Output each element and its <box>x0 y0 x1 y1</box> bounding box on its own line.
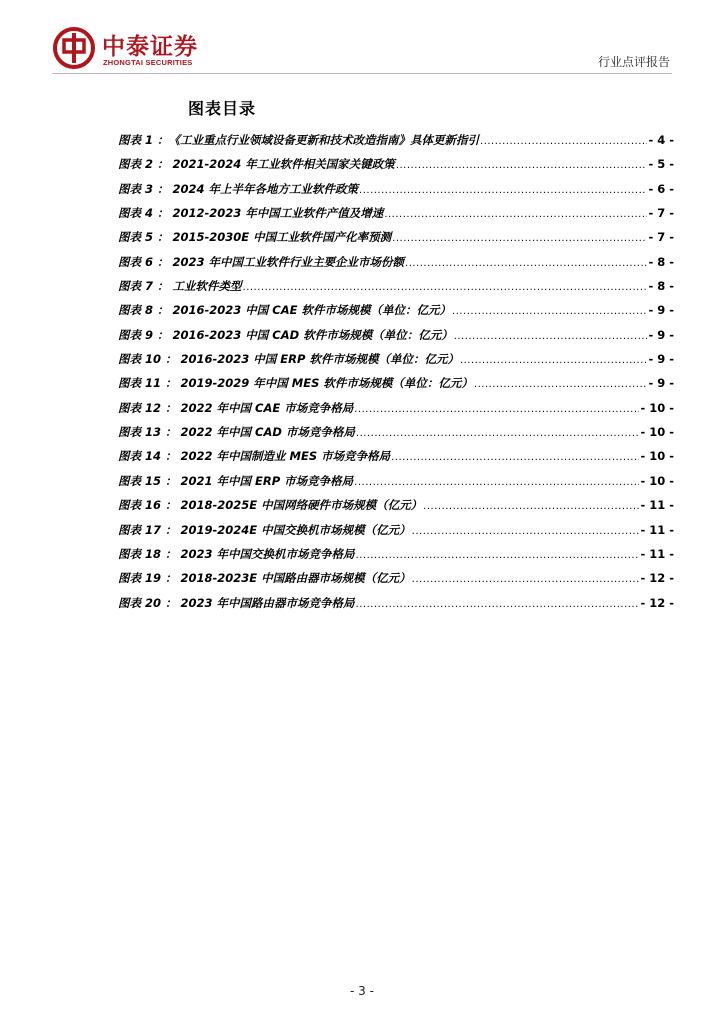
toc-item[interactable] <box>118 400 674 424</box>
toc-item-page: - 11 - <box>640 546 674 561</box>
toc-item-page: - 7 - <box>648 230 674 245</box>
toc-item[interactable] <box>118 156 674 180</box>
toc-item-page: - 10 - <box>640 473 674 488</box>
toc-item-leader <box>243 282 648 293</box>
toc-item-page: - 10 - <box>640 400 674 415</box>
toc-item-label: 图表 17 ： 2019-2024E 中国交换机市场规模（亿元） <box>118 522 411 537</box>
toc-item-page: - 6 - <box>648 181 674 196</box>
toc-item[interactable] <box>118 229 674 253</box>
toc-item-page: - 9 - <box>648 327 674 342</box>
toc-item-label: 图表 6 ： 2023 年中国工业软件行业主要企业市场份额 <box>118 254 405 269</box>
toc-item-label: 图表 11 ： 2019-2029 年中国 MES 软件市场规模（单位：亿元） <box>118 376 473 391</box>
toc-item-label: 图表 19 ： 2018-2023E 中国路由器市场规模（亿元） <box>118 571 411 586</box>
company-logo <box>52 26 222 74</box>
brand-name-cn: 中泰证券 <box>102 34 198 60</box>
toc-item-leader <box>452 306 647 317</box>
toc-title: 图表目录 <box>188 99 257 118</box>
page-number: - 3 - <box>350 984 374 998</box>
toc-item-page: - 9 - <box>648 352 674 367</box>
toc-item[interactable] <box>118 181 674 205</box>
toc-item-leader <box>474 379 648 390</box>
toc-item-leader <box>359 185 647 196</box>
brand-name-en: ZHONGTAI SECURITIES <box>103 58 193 67</box>
toc-item-leader <box>480 136 647 147</box>
toc-item-leader <box>354 404 639 415</box>
toc-item-page: - 8 - <box>648 279 674 294</box>
toc-item-label: 图表 5 ： 2015-2030E 中国工业软件国产化率预测 <box>118 230 392 245</box>
toc-item-page: - 4 - <box>648 133 674 147</box>
toc-item-label: 图表 14 ： 2022 年中国制造业 MES 市场竞争格局 <box>118 449 391 464</box>
toc-item[interactable] <box>118 302 674 326</box>
toc-item[interactable] <box>118 375 674 399</box>
toc-item-leader <box>405 258 647 269</box>
page-header <box>0 0 724 80</box>
toc-item-leader <box>460 355 647 366</box>
toc-item[interactable] <box>118 546 674 570</box>
toc-item-label: 图表 10 ： 2016-2023 中国 ERP 软件市场规模（单位：亿元） <box>118 352 459 367</box>
toc-item-label: 图表 20 ： 2023 年中国路由器市场竞争格局 <box>118 595 355 610</box>
toc-item-page: - 11 - <box>640 498 674 513</box>
toc-item-label: 图表 15 ： 2021 年中国 ERP 市场竞争格局 <box>118 473 354 488</box>
toc-item-leader <box>356 428 640 439</box>
toc-item-leader <box>356 599 640 610</box>
toc-item[interactable] <box>118 351 674 375</box>
toc-item-label: 图表 13 ： 2022 年中国 CAD 市场竞争格局 <box>118 425 355 440</box>
toc-item-page: - 9 - <box>648 303 674 318</box>
toc-item-leader <box>392 233 647 244</box>
toc-item-leader <box>391 452 639 463</box>
toc-item[interactable] <box>118 570 674 594</box>
toc-item-page: - 12 - <box>640 571 674 586</box>
toc-item[interactable] <box>118 205 674 229</box>
toc-item-leader <box>454 331 648 342</box>
toc-item-label: 图表 16 ： 2018-2025E 中国网络硬件市场规模（亿元） <box>118 498 423 513</box>
toc-item[interactable] <box>118 595 674 619</box>
toc-item-label: 图表 8 ： 2016-2023 中国 CAE 软件市场规模（单位：亿元） <box>118 303 452 318</box>
toc-item-leader <box>384 209 647 220</box>
toc-item-page: - 7 - <box>648 206 674 221</box>
toc-item-leader <box>396 160 648 171</box>
zhongtai-logo-icon <box>52 26 96 70</box>
toc-item-leader <box>354 477 639 488</box>
toc-item[interactable] <box>118 327 674 351</box>
toc-item-page: - 5 - <box>648 157 674 172</box>
toc-item-label: 图表 7 ： 工业软件类型 <box>118 279 242 294</box>
toc-item-label: 图表 18 ： 2023 年中国交换机市场竞争格局 <box>118 546 355 561</box>
toc-item[interactable] <box>118 278 674 302</box>
toc-item[interactable] <box>118 448 674 472</box>
toc-item[interactable] <box>118 424 674 448</box>
toc-item-page: - 8 - <box>648 254 674 269</box>
toc-item[interactable] <box>118 132 674 156</box>
toc-item-label: 图表 4 ： 2012-2023 年中国工业软件产值及增速 <box>118 206 384 221</box>
toc-item-page: - 9 - <box>648 376 674 391</box>
toc-item[interactable] <box>118 254 674 278</box>
toc-item-leader <box>412 574 640 585</box>
toc-item[interactable] <box>118 522 674 546</box>
report-type-label: 行业点评报告 <box>597 55 670 69</box>
toc-item-page: - 11 - <box>640 522 674 537</box>
header-divider <box>52 73 672 74</box>
toc-item-label: 图表 9 ： 2016-2023 中国 CAD 软件市场规模（单位：亿元） <box>118 327 453 342</box>
toc-item[interactable] <box>118 497 674 521</box>
toc-item-page: - 10 - <box>640 449 674 464</box>
toc-item-label: 图表 1 ：《工业重点行业领域设备更新和技术改造指南》具体更新指引 <box>118 133 480 147</box>
toc-item-leader <box>356 550 640 561</box>
toc-item-leader <box>412 526 640 537</box>
toc-item-label: 图表 12 ： 2022 年中国 CAE 市场竞争格局 <box>118 400 354 415</box>
toc-item-label: 图表 2 ： 2021-2024 年工业软件相关国家关键政策 <box>118 157 395 172</box>
toc-item-page: - 10 - <box>640 425 674 440</box>
toc-item-label: 图表 3 ： 2024 年上半年各地方工业软件政策 <box>118 181 359 196</box>
toc-item[interactable] <box>118 473 674 497</box>
toc-list <box>118 132 674 619</box>
toc-item-page: - 12 - <box>640 595 674 610</box>
toc-item-leader <box>423 501 639 512</box>
